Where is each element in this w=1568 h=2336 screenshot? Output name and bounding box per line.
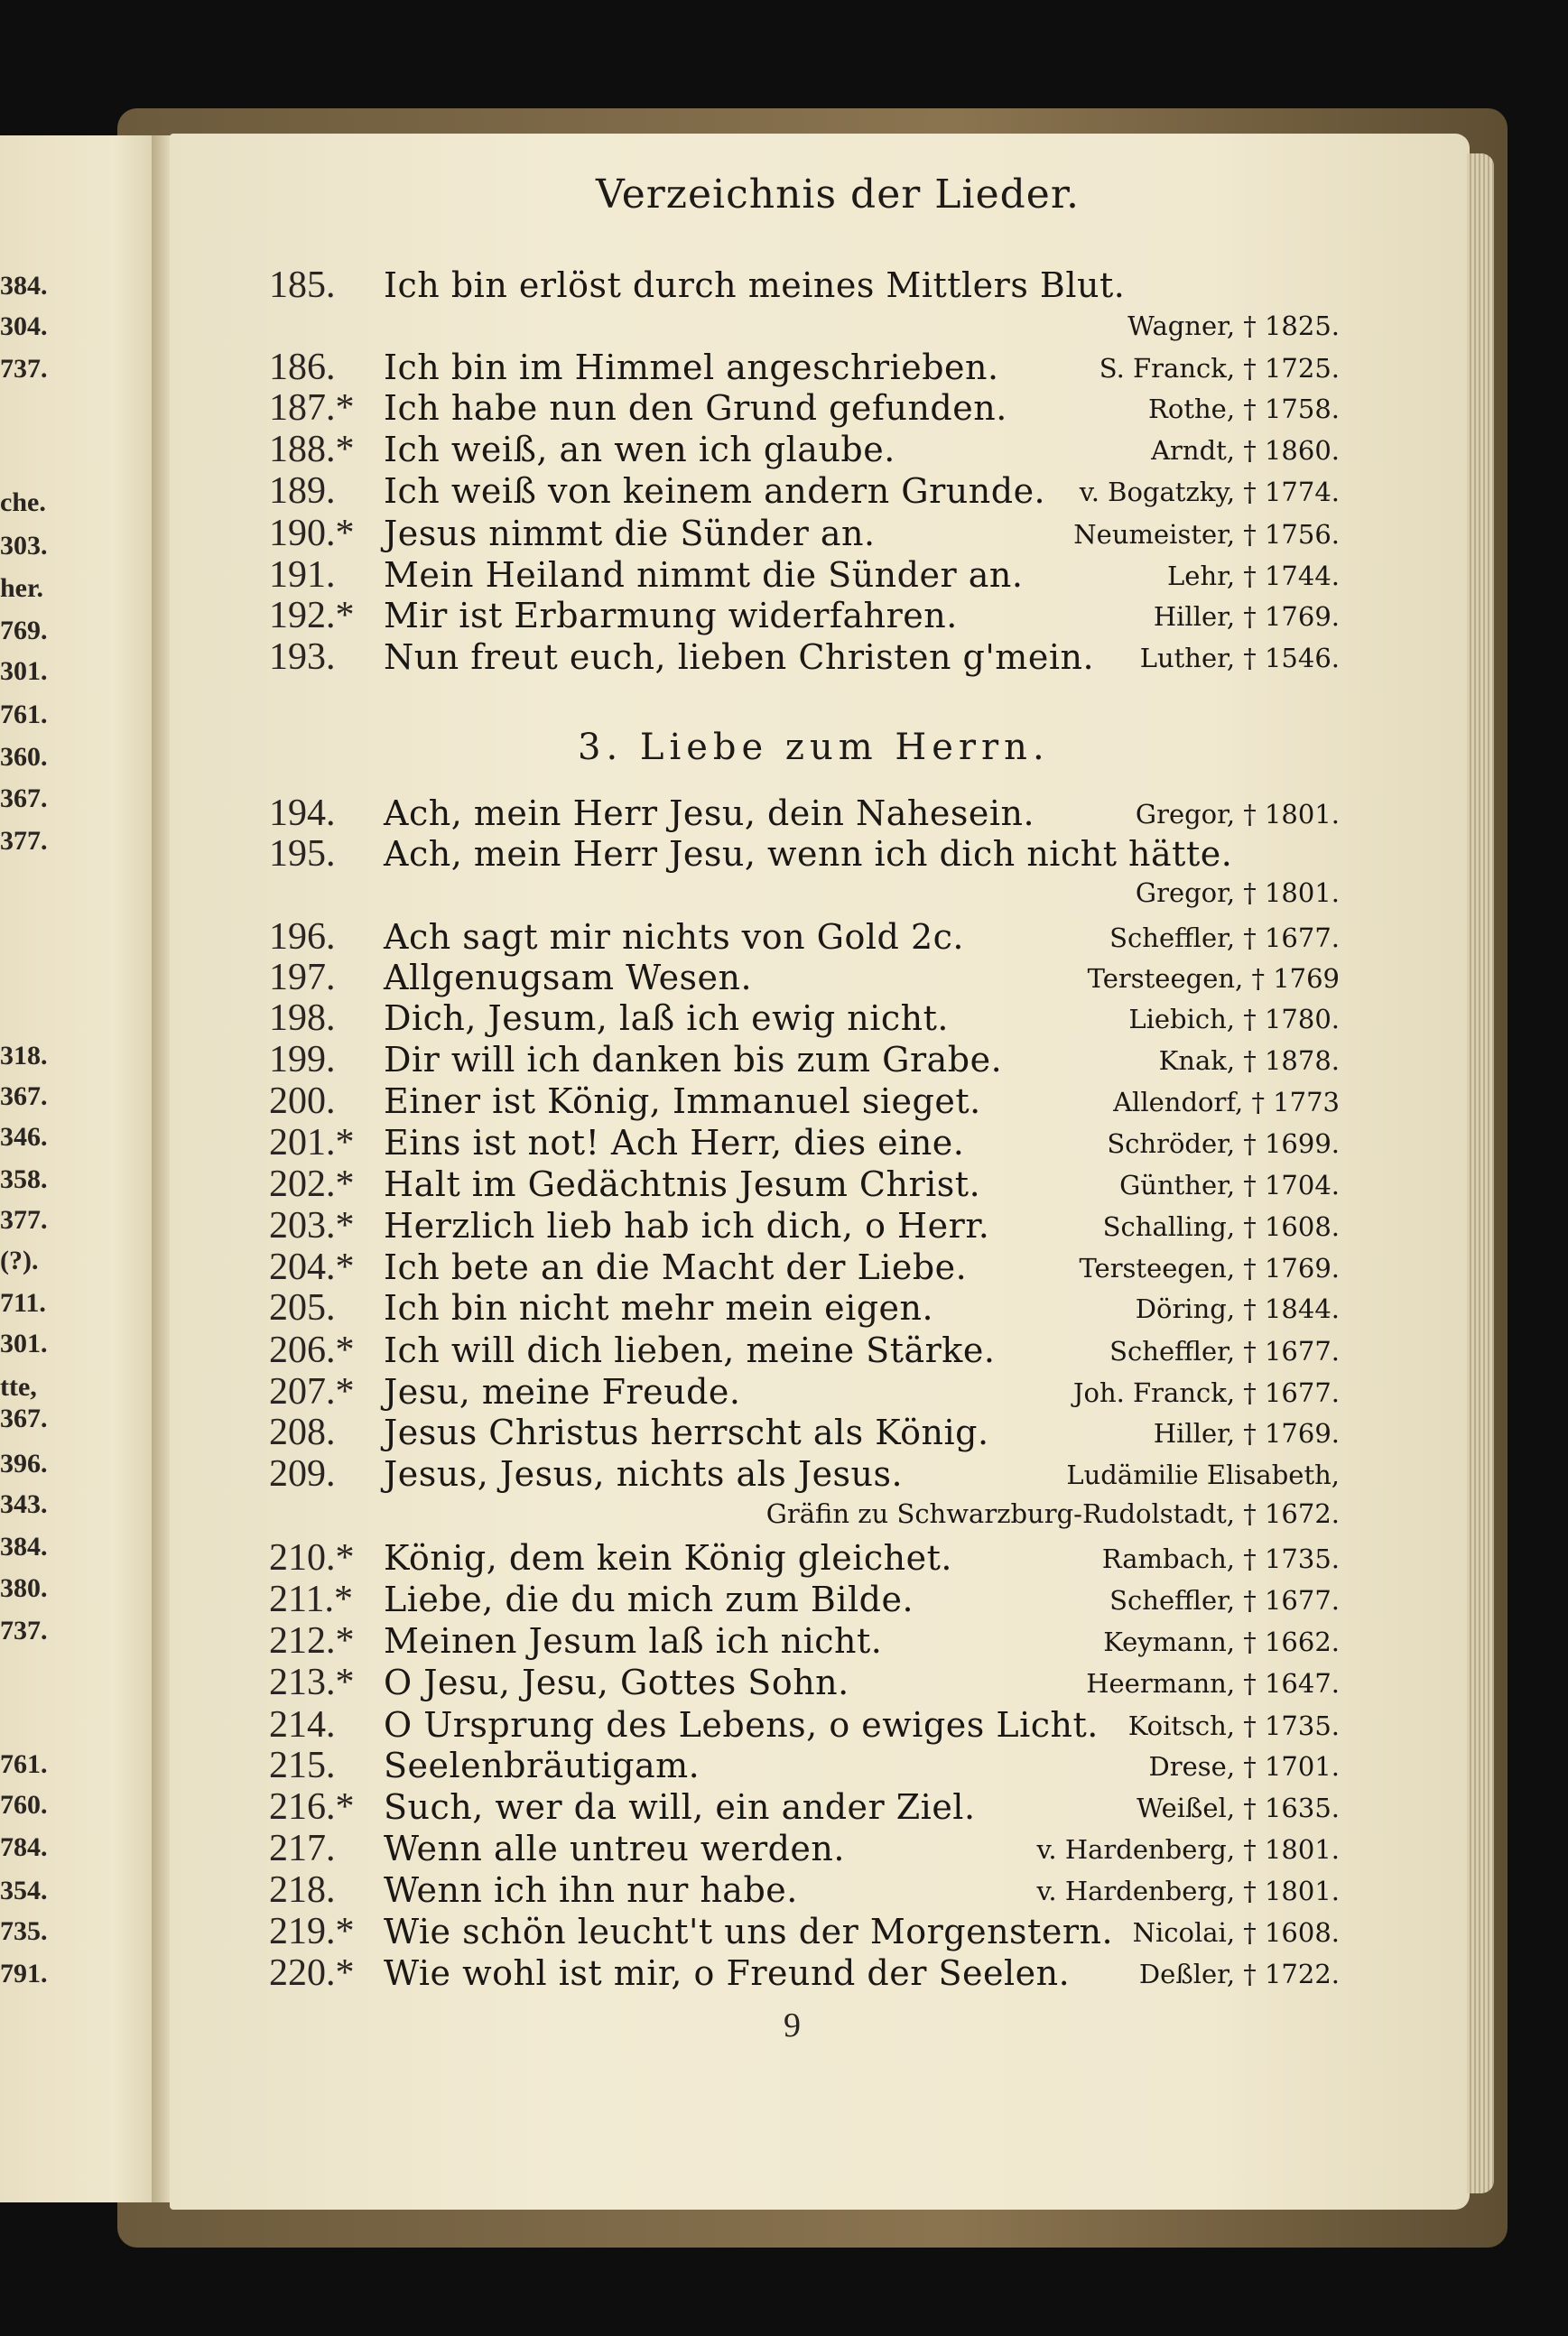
song-author: Neumeister, † 1756. [1073,519,1340,550]
song-author-continued: Gräfin zu Schwarzburg-Rudolstadt, † 1672. [765,1498,1340,1529]
song-number: 192.* [269,595,355,636]
song-author: Heermann, † 1647. [1086,1668,1340,1699]
song-number: 196. [269,916,336,958]
page-header: Verzeichnis der Lieder. [596,171,1081,218]
song-author: Schröder, † 1699. [1107,1128,1340,1159]
left-margin-number: 760. [0,1790,48,1820]
song-title: Einer ist König, Immanuel sieget. [384,1081,981,1121]
song-title: Dich, Jesum, laß ich ewig nicht. [384,998,949,1038]
song-author: Koitsch, † 1735. [1127,1710,1340,1741]
song-title: Ach sagt mir nichts von Gold 2c. [384,917,964,957]
left-margin-number: 304. [0,311,48,341]
song-author: Scheffler, † 1677. [1109,922,1340,953]
song-number: 185. [269,264,336,306]
song-title: O Jesu, Jesu, Gottes Sohn. [384,1663,849,1702]
left-margin-number: 384. [0,271,48,301]
song-title: Allgenugsam Wesen. [384,958,753,997]
song-author: Gregor, † 1801. [1135,799,1340,830]
song-number: 209. [269,1453,336,1495]
page-number: 9 [784,2007,801,2044]
song-title: Nun freut euch, lieben Christen g'mein. [384,637,1095,677]
song-number: 187.* [269,387,355,429]
song-number: 213.* [269,1662,355,1703]
song-author-continued: Gregor, † 1801. [1135,877,1340,908]
song-number: 202.* [269,1163,355,1205]
song-number: 197. [269,957,336,998]
song-author: S. Franck, † 1725. [1099,353,1340,384]
song-title: Wie schön leucht't uns der Morgenstern. [384,1912,1114,1951]
song-number: 195. [269,833,336,875]
song-title: Ich will dich lieben, meine Stärke. [384,1330,996,1370]
left-margin-number: (?). [0,1246,39,1275]
song-author: Scheffler, † 1677. [1109,1585,1340,1616]
left-margin-number: 358. [0,1164,48,1194]
left-margin-number: 711. [0,1288,46,1318]
left-margin-number: 761. [0,1749,48,1779]
song-number: 220.* [269,1952,355,1994]
song-title: Halt im Gedächtnis Jesum Christ. [384,1164,981,1204]
left-margin-number: 367. [0,1081,48,1111]
song-title: Mir ist Erbarmung widerfahren. [384,596,958,635]
song-author: Deßler, † 1722. [1138,1959,1340,1989]
song-number: 194. [269,793,336,834]
song-number: 211.* [269,1579,353,1620]
left-margin-number: 384. [0,1532,48,1562]
song-number: 189. [269,470,336,512]
song-author: Rambach, † 1735. [1101,1543,1340,1574]
left-margin-number: 737. [0,1616,48,1645]
song-author: Günther, † 1704. [1119,1170,1340,1200]
song-title: Ich bete an die Macht der Liebe. [384,1247,968,1287]
song-number: 215. [269,1745,336,1786]
song-number: 214. [269,1704,336,1746]
song-author: Allendorf, † 1773 [1113,1087,1340,1117]
song-number: 198. [269,997,336,1039]
song-title: Mein Heiland nimmt die Sünder an. [384,555,1024,595]
song-author: Ludämilie Elisabeth, [1066,1460,1340,1490]
song-number: 204.* [269,1247,355,1288]
song-title: Ich weiß, an wen ich glaube. [384,430,895,469]
song-number: 207.* [269,1371,355,1413]
left-margin-number: 396. [0,1449,48,1479]
song-number: 199. [269,1039,336,1080]
left-margin-number: 303. [0,531,48,561]
song-author: Arndt, † 1860. [1151,435,1340,466]
song-title: Herzlich lieb hab ich dich, o Herr. [384,1206,990,1246]
left-margin-number: 301. [0,656,48,686]
song-title: Ich bin im Himmel angeschrieben. [384,348,999,387]
song-author: Tersteegen, † 1769 [1087,963,1340,994]
left-margin-number: 791. [0,1959,48,1988]
song-title: Such, wer da will, ein ander Ziel. [384,1787,976,1827]
left-margin-number: 318. [0,1041,48,1071]
song-number: 190.* [269,513,355,554]
song-author: Tersteegen, † 1769. [1079,1253,1340,1284]
song-number: 208. [269,1412,336,1453]
song-author: Weißel, † 1635. [1137,1793,1340,1823]
song-author: v. Hardenberg, † 1801. [1036,1876,1340,1906]
song-number: 205. [269,1287,336,1329]
song-author: v. Hardenberg, † 1801. [1036,1834,1340,1865]
song-title: König, dem kein König gleichet. [384,1538,952,1578]
song-author: Scheffler, † 1677. [1109,1336,1340,1367]
song-number: 216.* [269,1786,355,1828]
song-author: Schalling, † 1608. [1102,1211,1340,1242]
song-author: Döring, † 1844. [1135,1293,1340,1324]
left-margin-number: 377. [0,1205,48,1235]
song-author: Liebich, † 1780. [1128,1004,1340,1034]
section-title: 3. Liebe zum Herrn. [578,727,1050,768]
song-title: Dir will ich danken bis zum Grabe. [384,1040,1003,1080]
left-margin-number: 367. [0,1404,48,1433]
song-number: 200. [269,1080,336,1122]
song-title: Ich habe nun den Grund gefunden. [384,388,1007,428]
song-number: 191. [269,554,336,596]
left-margin-number: tte, [0,1372,37,1402]
song-title: Ich bin nicht mehr mein eigen. [384,1288,934,1328]
left-margin-number: 343. [0,1489,48,1519]
song-title: Wenn alle untreu werden. [384,1829,845,1868]
song-title: Ich weiß von keinem andern Grunde. [384,471,1046,511]
song-title: Jesus nimmt die Sünder an. [384,514,876,553]
song-author: Lehr, † 1744. [1167,561,1340,591]
song-title: Liebe, die du mich zum Bilde. [384,1580,914,1619]
left-margin-number: 735. [0,1916,48,1946]
song-author: Keymann, † 1662. [1103,1627,1340,1657]
song-author: Hiller, † 1769. [1153,1418,1340,1449]
song-title: Meinen Jesum laß ich nicht. [384,1621,883,1661]
song-number: 219.* [269,1911,355,1952]
left-margin-number: 784. [0,1832,48,1862]
page-edges [1467,153,1494,2193]
song-author: Rothe, † 1758. [1148,394,1340,424]
song-author: Hiller, † 1769. [1153,601,1340,632]
song-number: 212.* [269,1620,355,1662]
song-number: 218. [269,1869,336,1911]
left-margin-number: 367. [0,783,48,813]
song-title: Wenn ich ihn nur habe. [384,1870,798,1910]
left-margin-number: 301. [0,1329,48,1358]
song-title: Jesus Christus herrscht als König. [384,1413,989,1452]
left-margin-number: 769. [0,616,48,645]
left-margin-number: 360. [0,742,48,772]
song-number: 188.* [269,429,355,470]
left-margin-number: 354. [0,1876,48,1905]
song-title: Jesus, Jesus, nichts als Jesus. [384,1454,904,1494]
left-margin-number: 380. [0,1573,48,1603]
left-margin-number: 737. [0,354,48,384]
song-number: 217. [269,1828,336,1869]
song-title: Ich bin erlöst durch meines Mittlers Blut. [384,265,1126,305]
song-number: 186. [269,347,336,388]
song-author: v. Bogatzky, † 1774. [1079,477,1340,507]
left-margin-number: 346. [0,1122,48,1152]
song-title: Ach, mein Herr Jesu, wenn ich dich nicht hätte. [384,834,1233,874]
song-number: 206.* [269,1330,355,1371]
song-title: Eins ist not! Ach Herr, dies eine. [384,1123,965,1163]
left-margin-number: her. [0,573,44,603]
song-author: Luther, † 1546. [1139,643,1340,673]
song-author: Drese, † 1701. [1148,1751,1340,1782]
left-margin-number: 377. [0,826,48,856]
song-author: Nicolai, † 1608. [1132,1917,1340,1948]
left-margin-number: che. [0,487,46,517]
song-number: 203.* [269,1205,355,1247]
song-title: Jesu, meine Freude. [384,1372,741,1412]
left-page [0,135,162,2202]
song-title: O Ursprung des Lebens, o ewiges Licht. [384,1705,1099,1745]
song-number: 210.* [269,1537,355,1579]
song-author: Joh. Franck, † 1677. [1072,1377,1340,1408]
left-margin-number: 761. [0,700,48,729]
song-title: Seelenbräutigam. [384,1746,700,1785]
song-author: Knak, † 1878. [1158,1045,1340,1076]
song-title: Wie wohl ist mir, o Freund der Seelen. [384,1953,1071,1993]
song-title: Ach, mein Herr Jesu, dein Nahesein. [384,793,1035,833]
song-number: 193. [269,636,336,678]
song-author-continued: Wagner, † 1825. [1127,311,1340,341]
song-number: 201.* [269,1122,355,1163]
